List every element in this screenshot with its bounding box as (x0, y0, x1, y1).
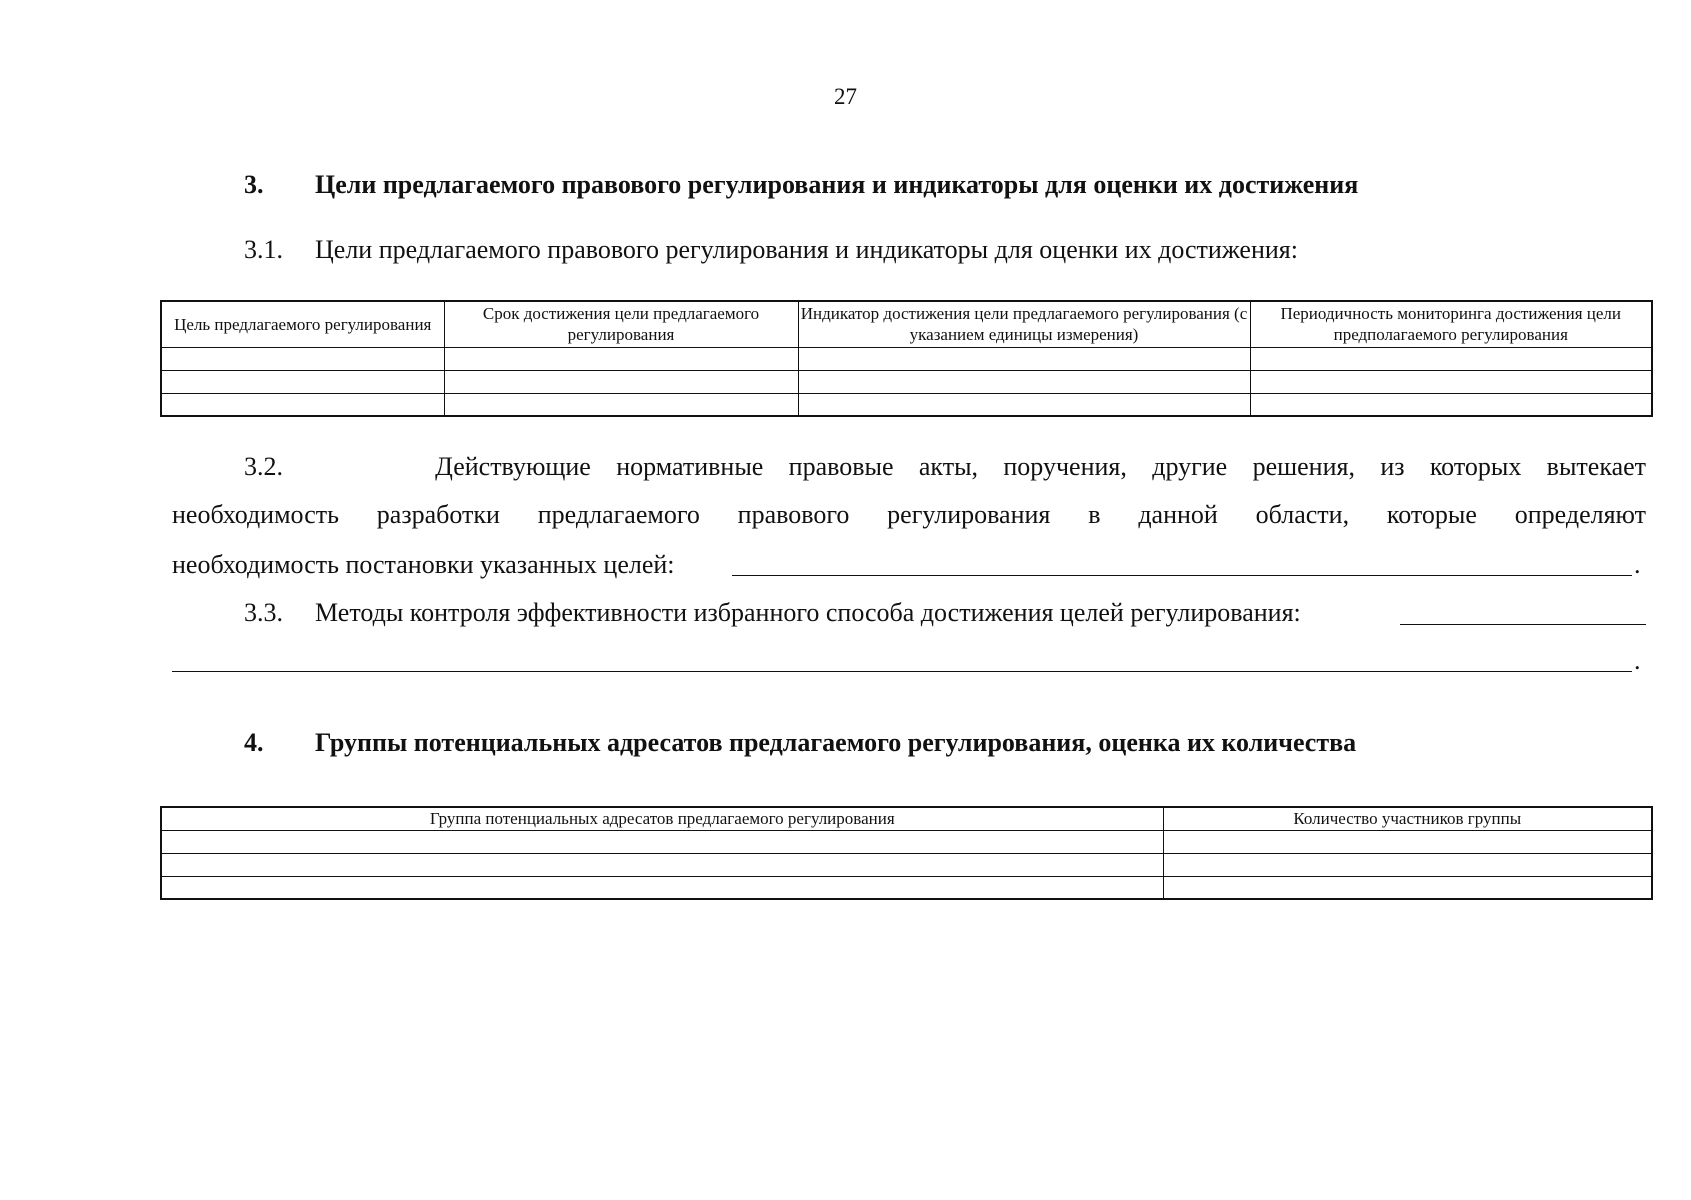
section-3-number: 3. (244, 170, 264, 199)
subsection-3-2-text-line-2: необходимость разработки предлагаемого правового регулирования в данной области, которые определяют (172, 500, 1646, 529)
goals-table-header-deadline: Срок достижения цели предлагаемого регулирования (444, 301, 798, 347)
addressees-table (160, 806, 1653, 900)
subsection-3-3-end-mark: . (1634, 646, 1641, 675)
goals-table (160, 300, 1653, 417)
table-row (161, 347, 1652, 370)
table-cell[interactable] (161, 393, 444, 416)
subsection-3-2-answer-blank[interactable] (732, 575, 1632, 576)
subsection-3-2-text-line-1: Действующие нормативные правовые акты, поручения, другие решения, из которых вытекает (435, 452, 1647, 481)
table-cell[interactable] (798, 370, 1250, 393)
table-cell[interactable] (161, 830, 1163, 853)
page-number: 27 (834, 84, 857, 109)
subsection-3-2 (172, 443, 1646, 539)
addressees-table-header-count: Количество участников группы (1163, 807, 1652, 830)
subsection-3-2-line-3 (172, 550, 675, 580)
table-cell[interactable] (1250, 370, 1652, 393)
addressees-table-header-group: Группа потенциальных адресатов предлагаемого регулирования (161, 807, 1163, 830)
subsection-3-2-text-line-3: необходимость постановки указанных целей: (172, 550, 675, 579)
table-cell[interactable] (1163, 876, 1652, 899)
table-row (161, 393, 1652, 416)
table-row (161, 830, 1652, 853)
table-row (161, 370, 1652, 393)
goals-table-header-indicator: Индикатор достижения цели предлагаемого регулирования (с указанием единицы измерения) (798, 301, 1250, 347)
table-cell[interactable] (1163, 830, 1652, 853)
goals-table-header-goal: Цель предлагаемого регулирования (161, 301, 444, 347)
subsection-3-1-text: Цели предлагаемого правового регулирования и индикаторы для оценки их достижения: (315, 235, 1298, 264)
subsection-3-2-number: 3.2. (244, 452, 283, 481)
table-cell[interactable] (444, 370, 798, 393)
table-cell[interactable] (1250, 393, 1652, 416)
subsection-3-3-number: 3.3. (244, 598, 283, 627)
subsection-3-2-line-1 (172, 443, 1646, 491)
subsection-3-3-text: Методы контроля эффективности избранного способа достижения целей регулирования: (315, 598, 1301, 627)
table-cell[interactable] (161, 370, 444, 393)
table-cell[interactable] (161, 347, 444, 370)
subsection-3-3-answer-blank-2[interactable] (172, 671, 1632, 672)
table-cell[interactable] (1250, 347, 1652, 370)
goals-table-header-monitoring: Периодичность мониторинга достижения цели предполагаемого регулирования (1250, 301, 1652, 347)
section-3-title: Цели предлагаемого правового регулирования и индикаторы для оценки их достижения (315, 170, 1359, 199)
table-cell[interactable] (798, 347, 1250, 370)
table-cell[interactable] (444, 393, 798, 416)
subsection-3-3-answer-blank-1[interactable] (1400, 624, 1646, 625)
section-4-title: Группы потенциальных адресатов предлагаемого регулирования, оценка их количества (315, 728, 1357, 757)
table-cell[interactable] (444, 347, 798, 370)
table-cell[interactable] (161, 876, 1163, 899)
table-row (161, 853, 1652, 876)
table-cell[interactable] (798, 393, 1250, 416)
addressees-table-header-row (161, 807, 1652, 830)
table-row (161, 876, 1652, 899)
goals-table-header-row (161, 301, 1652, 347)
subsection-3-2-end-mark: . (1634, 550, 1641, 579)
section-4-number: 4. (244, 728, 264, 757)
subsection-3-1-number: 3.1. (244, 235, 283, 264)
table-cell[interactable] (1163, 853, 1652, 876)
table-cell[interactable] (161, 853, 1163, 876)
